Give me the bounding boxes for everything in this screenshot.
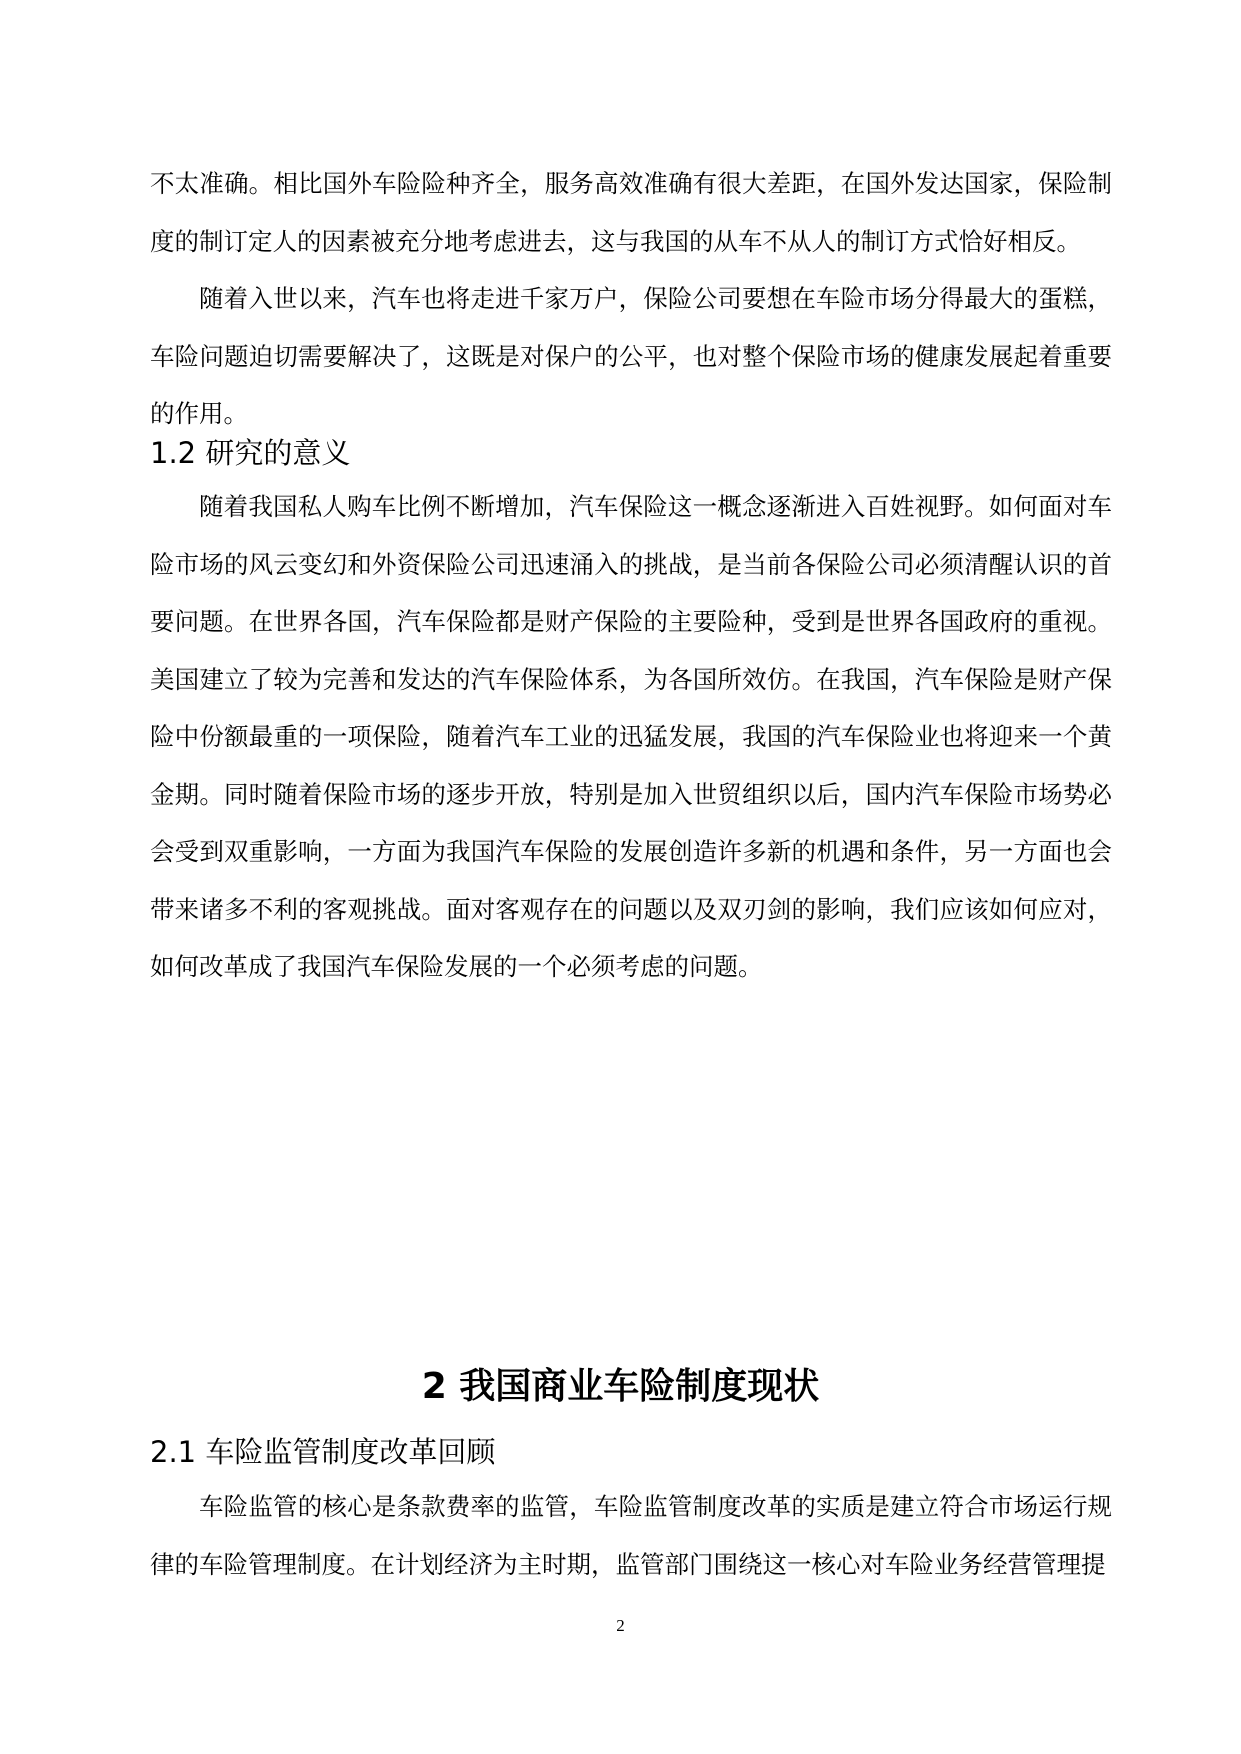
- section-heading-1-2: 1.2 研究的意义: [150, 436, 351, 470]
- paragraph-significance: 随着我国私人购车比例不断增加，汽车保险这一概念逐渐进入百姓视野。如何面对车险市场的风云变幻和外资保险公司迅速涌入的挑战，是当前各保险公司必须清醒认识的首要问题。在世界各国，汽车保险都是财产保险的主要险种，受到是世界各国政府的重视。美国建立了较为完善和发达的汽车保险体系，为各国所效仿。在我国，汽车保险是财产保险中份额最重的一项保险，随着汽车工业的迅猛发展，我国的汽车保险业也将迎来一个黄金期。同时随着保险市场的逐步开放，特别是加入世贸组织以后，国内汽车保险市场势必会受到双重影响，一方面为我国汽车保险的发展创造许多新的机遇和条件，另一方面也会带来诸多不利的客观挑战。面对客观存在的问题以及双刃剑的影响，我们应该如何应对，如何改革成了我国汽车保险发展的一个必须考虑的问题。: [150, 492, 1112, 981]
- chapter-heading-2: 2 我国商业车险制度现状: [421, 1366, 820, 1407]
- paragraph-wto: 随着入世以来，汽车也将走进千家万户，保险公司要想在车险市场分得最大的蛋糕，车险问题迫切需要解决了，这既是对保户的公平，也对整个保险市场的健康发展起着重要的作用。: [150, 284, 1112, 428]
- paragraph-regulation: 车险监管的核心是条款费率的监管，车险监管制度改革的实质是建立符合市场运行规律的车险管理制度。在计划经济为主时期，监管部门围绕这一核心对车险业务经营管理提: [150, 1492, 1112, 1579]
- page-number: 2: [616, 1616, 625, 1635]
- paragraph-continued: 不太准确。相比国外车险险种齐全，服务高效准确有很大差距，在国外发达国家，保险制度的制订定人的因素被充分地考虑进去，这与我国的从车不从人的制订方式恰好相反。: [150, 169, 1112, 256]
- section-heading-2-1: 2.1 车险监管制度改革回顾: [150, 1435, 496, 1469]
